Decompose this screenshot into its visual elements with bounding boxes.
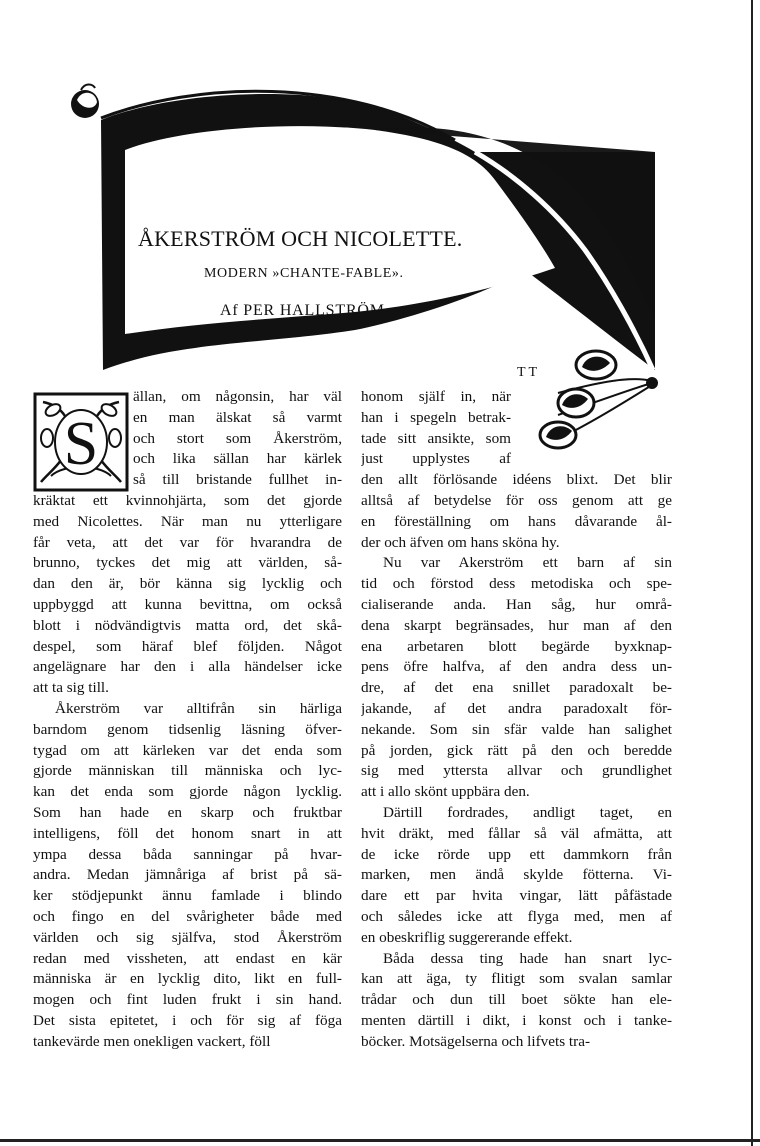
text-line: så till bristande fullhet in- (133, 471, 342, 489)
text-line: ena arbetaren blott begärde byxknap- (361, 637, 672, 655)
text-line: kräktat ett kvinnohjärta, som det gjorde (33, 491, 342, 509)
text-line: och fingo en del svårigheter både med (33, 907, 342, 925)
text-line: dare ett par hvita vingar, lätt påfästade (361, 887, 672, 905)
text-line: alltså af betydelse för oss genom att ge (361, 491, 672, 509)
text-line: uppbyggd att kunna bevittna, om också (33, 595, 342, 613)
text-line: sig med yttersta allvar och grundlighet (361, 762, 672, 780)
subtitle: MODERN »CHANTE-FABLE». (204, 266, 404, 281)
text-line: marken, men ändå skylde fötterna. Vi- (361, 866, 672, 884)
page-title: ÅKERSTRÖM OCH NICOLETTE. (138, 226, 463, 251)
text-line: böcker. Motsägelserna och lifvets tra- (361, 1032, 590, 1050)
text-line: hvit dräkt, med fållar så väl afmätta, att (361, 824, 672, 842)
text-line: mogen och fint luden frukt i sin hand. (33, 991, 342, 1009)
text-line: dena skarpt begränsades, hur man af den (361, 616, 672, 634)
text-line: de icke rörde upp ett dammkorn från (361, 845, 672, 863)
text-line: en obeskriflig suggererande effekt. (361, 928, 573, 946)
text-line: redan med vissheten, att endast en kär (33, 949, 342, 967)
text-line: jakande, af det andra paradoxalt för- (361, 699, 672, 717)
text-line: och således icke att flyga med, men af (361, 907, 672, 925)
text-line: Båda dessa ting hade han snart lyc- (383, 949, 672, 967)
text-line: trådar och dun till boet sökte han ele- (361, 991, 672, 1009)
text-line: cialiserande anda. Han såg, hur områ- (361, 595, 672, 613)
text-line: en föreställning om hans dåvarande ål- (361, 512, 672, 530)
text-line: pens öfre halfva, af den andra dess un- (361, 658, 672, 676)
text-line: världen och sig själfva, stod Åkerström (33, 928, 342, 946)
text-line: nekande. Som sin sfär valde han salighet (361, 720, 672, 738)
text-line: ympa dessa båda sanningar på hvar- (33, 845, 342, 863)
text-line: tankevärde men onekligen vackert, föll (33, 1032, 271, 1050)
text-line: ker stödjepunkt ännu famlade i blindo (33, 887, 342, 905)
text-line: der och äfven om hans sköna hy. (361, 533, 560, 551)
text-line: angelägnare har den i alla händelser icke (33, 658, 342, 676)
text-line: intelligens, föll det honom snart in att (33, 824, 342, 842)
left-column (33, 387, 342, 1053)
text-line: den allt förlösande idéens blixt. Det blir (361, 471, 672, 489)
text-line: tade sitt ansikte, som (361, 429, 511, 447)
page-edge-bottom (0, 1139, 760, 1142)
text-line: dre, af det ena snillet paradoxalt be- (361, 679, 672, 697)
text-line: kan att äga, ty flitigt som svalan samlar (361, 970, 672, 988)
text-line: just upplystes af (361, 450, 511, 468)
text-line: Det sista epitetet, i och för sig af föga (33, 1011, 342, 1029)
text-line: han i spegeln betrak- (361, 408, 511, 426)
artist-monogram: T T (517, 365, 538, 380)
text-line: dan den är, bör känna sig lycklig och (33, 575, 342, 593)
text-line: med Nicolettes. När man nu ytterligare (33, 512, 342, 530)
text-line: att ta sig till. (33, 679, 109, 697)
text-line: Åkerström var alltifrån sin härliga (55, 699, 342, 717)
author-line: Af PER HALLSTRÖM. (220, 302, 390, 319)
text-line: Därtill fordrades, andligt taget, en (383, 803, 672, 821)
text-line: att i allo skönt uppbära den. (361, 783, 530, 801)
text-line: människa är en lycklig dito, likt en full- (33, 970, 342, 988)
right-column (361, 387, 672, 1053)
text-line: brunno, tyckes det mig att världen, så- (33, 554, 342, 572)
text-line: honom själf in, när (361, 388, 511, 405)
text-line: gjorde människan till människa och lyc- (33, 762, 342, 780)
text-line: tygad om att kärleken var det enda som (33, 741, 342, 759)
text-line: får veta, att det var för hvarandra de (33, 533, 342, 551)
page-edge-right (751, 0, 753, 1146)
text-line: en man älskat så varmt (133, 408, 342, 426)
text-line: på jorden, gick rätt på den och beredde (361, 741, 672, 759)
text-line: Nu var Akerström ett barn af sin (383, 554, 672, 572)
text-line: despel, som häraf blef följden. Något (33, 637, 342, 655)
text-line: andra. Medan jämnåriga af brist på sä- (33, 866, 342, 884)
text-line: menten därtill i dikt, i konst och i tanke- (361, 1011, 672, 1029)
text-line: Som han hade en skarp och fruktbar (33, 803, 342, 821)
text-line: barndom genom tidsenlig läsning öfver- (33, 720, 342, 738)
text-line: ällan, om någonsin, har väl (133, 388, 342, 405)
text-line: tid och förstod dess metodiska och spe- (361, 575, 672, 593)
text-line: och lika sällan har kärlek (133, 450, 342, 468)
text-line: kan det enda som gjorde någon lycklig. (33, 783, 342, 801)
drop-cap-letter: S (63, 410, 99, 478)
text-line: blott i nödvändigtvis matta ord, det skå- (33, 616, 342, 634)
text-line: och stort som Åkerström, (133, 429, 342, 447)
